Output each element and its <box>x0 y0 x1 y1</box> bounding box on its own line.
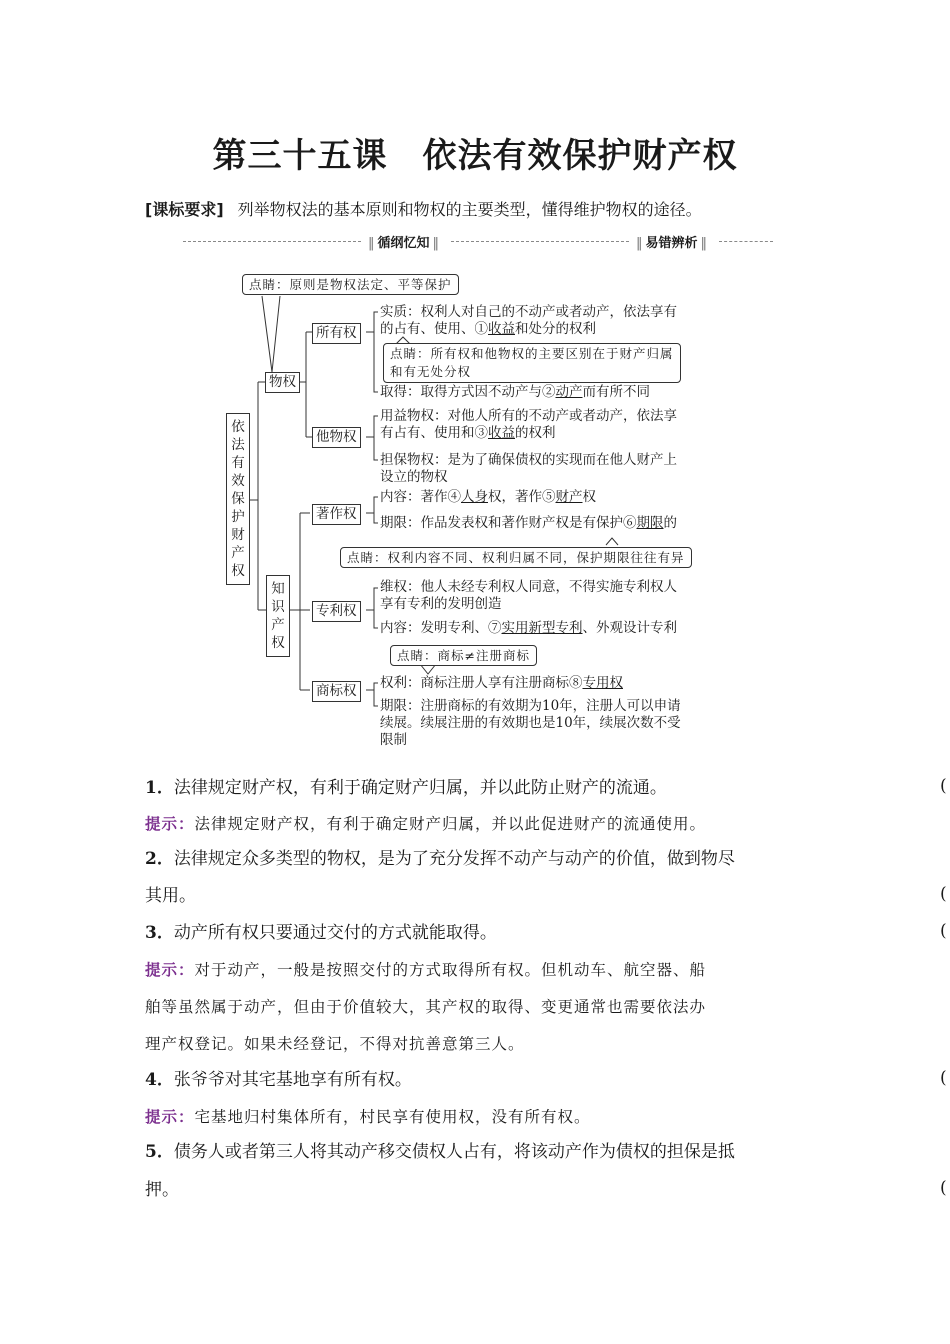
security-line2: 设立的物权 <box>380 469 448 485</box>
requirement-tag: [课标要求] <box>145 200 224 219</box>
requirement-text: 列举物权法的基本原则和物权的主要类型，懂得维护物权的途径。 <box>237 200 702 219</box>
answer-bracket-1: ( <box>940 776 947 796</box>
node-copyright: 著作权 <box>312 504 361 525</box>
ownership-essence-line2: 的占有、使用、①收益和处分的权利 <box>380 321 596 337</box>
hint-4: 提示：宅基地归村集体所有，村民享有使用权，没有所有权。 <box>145 1108 591 1126</box>
blank-4: 人身 <box>461 489 488 505</box>
blank-8: 专用权 <box>582 675 623 691</box>
question-3: 3．动产所有权只要通过交付的方式就能取得。 <box>145 923 497 943</box>
hint-1: 提示：法律规定财产权，有利于确定财产归属，并以此促进财产的流通使用。 <box>145 815 707 833</box>
blank-6: 期限 <box>636 515 664 531</box>
ownership-acquire: 取得：取得方式因不动产与②动产而有所不同 <box>380 384 650 400</box>
page-title: 第三十五课 依法有效保护财产权 <box>212 136 738 176</box>
section-error-label: ‖ 易错辨析 ‖ <box>629 232 714 251</box>
trademark-term-line3: 限制 <box>380 732 407 748</box>
question-2-line2: 其用。 <box>145 886 196 906</box>
answer-bracket-4: ( <box>940 1068 947 1088</box>
node-property-right: 物权 <box>265 372 300 393</box>
answer-bracket-2: ( <box>940 884 947 904</box>
question-2-line1: 2．法律规定众多类型的物权，是为了充分发挥不动产与动产的价值，做到物尽 <box>145 849 735 869</box>
question-1: 1．法律规定财产权，有利于确定财产归属，并以此防止财产的流通。 <box>145 778 667 798</box>
question-5-line2: 押。 <box>145 1180 179 1200</box>
copyright-content: 内容：著作④人身权，著作⑤财产权 <box>380 489 596 505</box>
copyright-term: 期限：作品发表权和著作财产权是有保护⑥期限的 <box>380 515 677 531</box>
tip-copyright: 点睛：权利内容不同、权利归属不同，保护期限往往有异 <box>340 547 692 568</box>
usufruct-line2: 有占有、使用和③收益的权利 <box>380 425 556 441</box>
ownership-essence-line1: 实质：权利人对自己的不动产或者动产，依法享有 <box>380 304 677 320</box>
node-other-rights: 他物权 <box>312 427 361 448</box>
trademark-term-line2: 续展。续展注册的有效期也是10年，续展次数不受 <box>380 715 681 731</box>
tip-ownership: 点睛：所有权和他物权的主要区别在于财产归属 和有无处分权 <box>383 343 681 383</box>
tip-trademark: 点睛：商标≠注册商标 <box>390 645 537 666</box>
question-4: 4．张爷爷对其宅基地享有所有权。 <box>145 1070 412 1090</box>
trademark-term-line1: 期限：注册商标的有效期为10年，注册人可以申请 <box>380 698 681 714</box>
patent-protect-line2: 享有专利的发明创造 <box>380 596 502 612</box>
trademark-right: 权利：商标注册人享有注册商标⑧专用权 <box>380 675 623 691</box>
answer-bracket-5: ( <box>940 1178 947 1198</box>
hint-3-line2: 舶等虽然属于动产，但由于价值较大，其产权的取得、变更通常也需要依法办 <box>145 998 707 1016</box>
security-line1: 担保物权：是为了确保债权的实现而在他人财产上 <box>380 452 677 468</box>
patent-content: 内容：发明专利、⑦实用新型专利、外观设计专利 <box>380 620 677 636</box>
node-trademark: 商标权 <box>312 681 361 702</box>
node-ownership: 所有权 <box>312 323 361 344</box>
question-5-line1: 5．债务人或者第三人将其动产移交债权人占有，将该动产作为债权的担保是抵 <box>145 1142 735 1162</box>
hint-3-line1: 提示：对于动产，一般是按照交付的方式取得所有权。但机动车、航空器、船 <box>145 961 707 979</box>
blank-7: 实用新型专利 <box>501 620 583 636</box>
blank-3: 收益 <box>488 425 515 441</box>
section-review-label: ‖ 循纲忆知 ‖ <box>361 232 446 251</box>
node-patent: 专利权 <box>312 601 361 622</box>
tip-principle: 点睛：原则是物权法定、平等保护 <box>242 274 459 295</box>
node-intellectual-property: 知识产权 <box>266 575 290 657</box>
blank-2: 动产 <box>555 384 583 400</box>
answer-bracket-3: ( <box>940 921 947 941</box>
blank-1: 收益 <box>488 321 515 337</box>
mindmap-root: 依法有效保护财产权 <box>226 413 250 585</box>
usufruct-line1: 用益物权：对他人所有的不动产或者动产，依法享 <box>380 408 677 424</box>
hint-3-line3: 理产权登记。如果未经登记，不得对抗善意第三人。 <box>145 1035 525 1053</box>
blank-5: 财产 <box>555 489 583 505</box>
patent-protect-line1: 维权：他人未经专利权人同意，不得实施专利权人 <box>380 579 677 595</box>
